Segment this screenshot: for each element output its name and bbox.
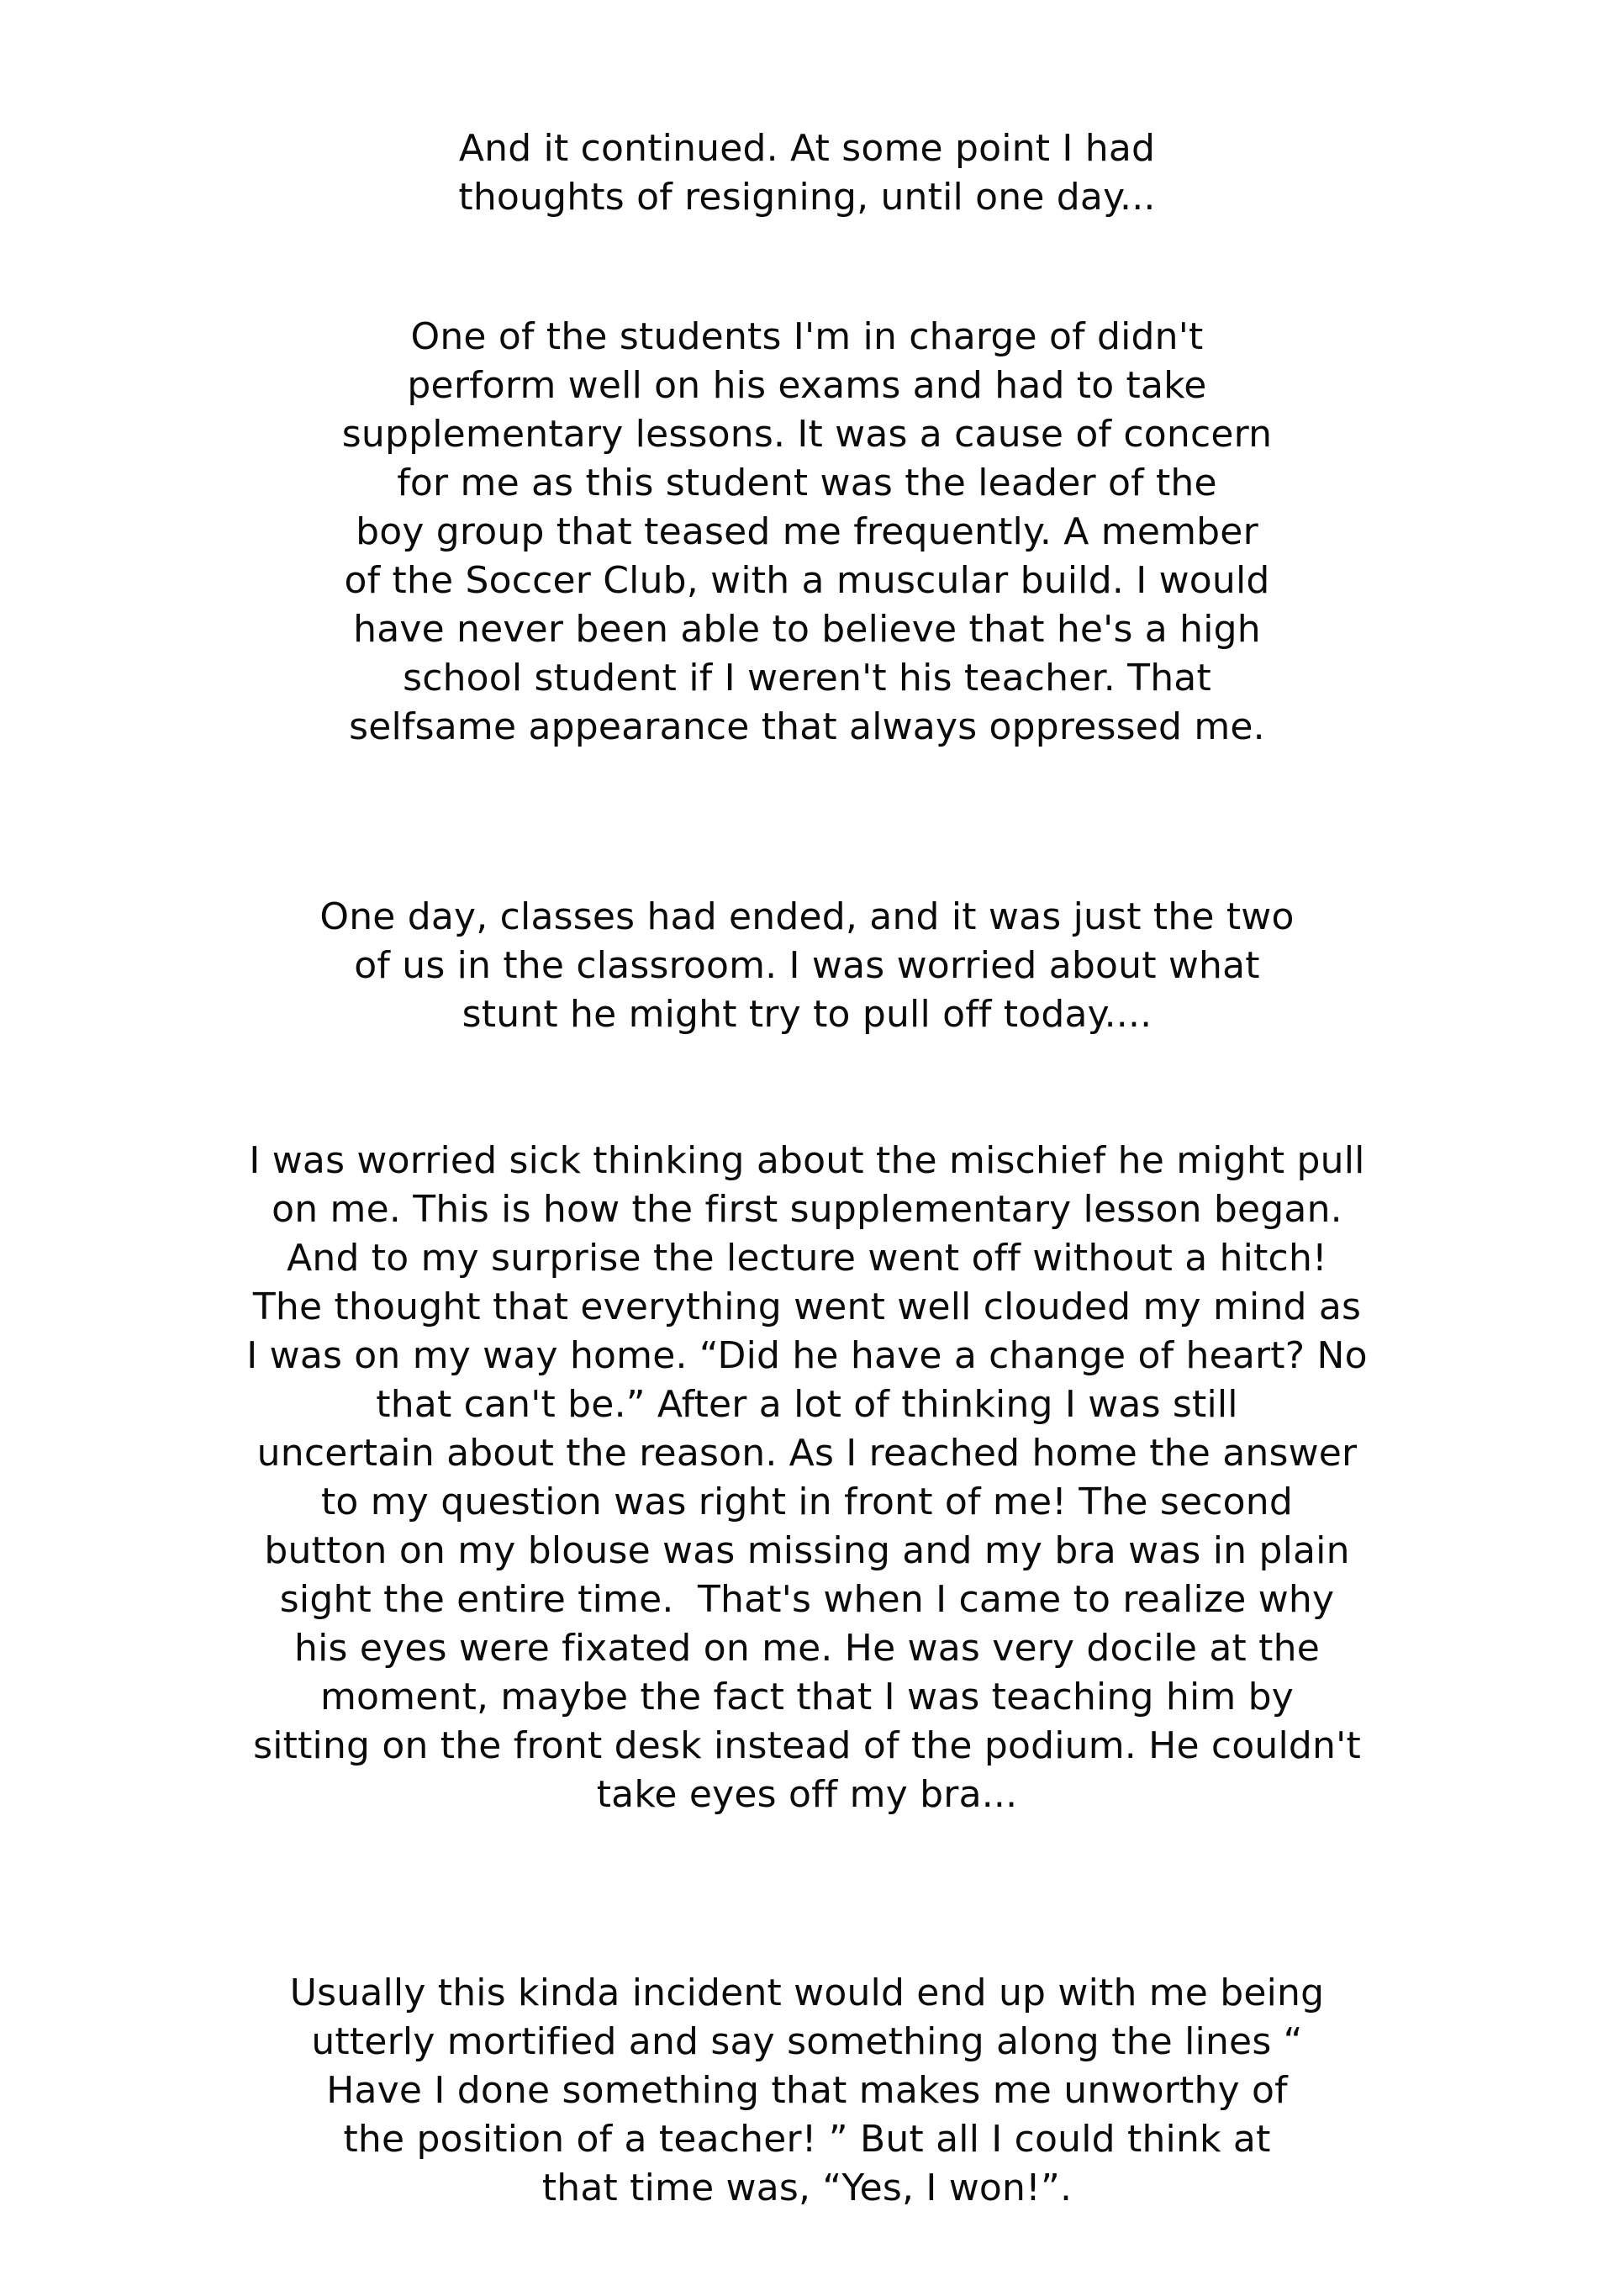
text-line: to my question was right in front of me! The second	[320, 1481, 1293, 1523]
text-line: One day, classes had ended, and it was just the two	[319, 895, 1295, 938]
text-line: thoughts of resigning, until one day...	[458, 176, 1156, 219]
text-line: Have I done something that makes me unworthy of	[326, 2069, 1288, 2112]
text-line: of the Soccer Club, with a muscular build. I would	[344, 559, 1270, 602]
text-line: perform well on his exams and had to take	[407, 364, 1207, 407]
text-line: button on my blouse was missing and my bra was in plain	[264, 1529, 1350, 1572]
text-line: selfsame appearance that always oppressed me.	[349, 705, 1265, 748]
text-line: I was on my way home. “Did he have a change of heart? No	[246, 1334, 1368, 1377]
paragraph-2	[0, 313, 1614, 752]
text-line: school student if I weren't his teacher. That	[403, 657, 1211, 699]
text-line: And to my surprise the lecture went off without a hitch!	[287, 1237, 1327, 1280]
text-line: that can't be.” After a lot of thinking I was still	[376, 1383, 1238, 1426]
text-line: And it continued. At some point I had	[458, 127, 1156, 170]
text-line: utterly mortified and say something along the lines “	[311, 2020, 1303, 2063]
text-line: for me as this student was the leader of the	[397, 462, 1217, 504]
paragraph-1	[0, 124, 1614, 222]
text-line: take eyes off my bra...	[596, 1773, 1018, 1816]
text-line: The thought that everything went well clouded my mind as	[252, 1285, 1362, 1328]
text-line: of us in the classroom. I was worried about what	[354, 944, 1260, 987]
text-line: stunt he might try to pull off today....	[462, 993, 1152, 1036]
text-line: supplementary lessons. It was a cause of concern	[341, 413, 1273, 456]
text-line: the position of a teacher! ” But all I could think at	[343, 2118, 1271, 2161]
text-line: on me. This is how the first supplementary lesson began.	[272, 1188, 1342, 1231]
text-line: sight the entire time. That's when I came to realize why	[279, 1578, 1335, 1621]
text-line: sitting on the front desk instead of the podium. He couldn't	[253, 1724, 1361, 1767]
paragraph-3	[0, 893, 1614, 1039]
paragraph-4	[0, 1137, 1614, 1819]
paragraph-5	[0, 1969, 1614, 2213]
text-line: uncertain about the reason. As I reached home the answer	[256, 1432, 1358, 1475]
text-line: that time was, “Yes, I won!”.	[541, 2167, 1073, 2209]
text-line: I was worried sick thinking about the mischief he might pull	[249, 1139, 1365, 1182]
text-line: One of the students I'm in charge of didn't	[410, 315, 1204, 358]
text-line: Usually this kinda incident would end up with me being	[289, 1971, 1325, 2014]
text-line: his eyes were fixated on me. He was very docile at the	[294, 1627, 1320, 1670]
text-line: moment, maybe the fact that I was teaching him by	[319, 1676, 1295, 1718]
text-line: have never been able to believe that he's a high	[353, 608, 1261, 651]
text-line: boy group that teased me frequently. A member	[356, 510, 1258, 553]
